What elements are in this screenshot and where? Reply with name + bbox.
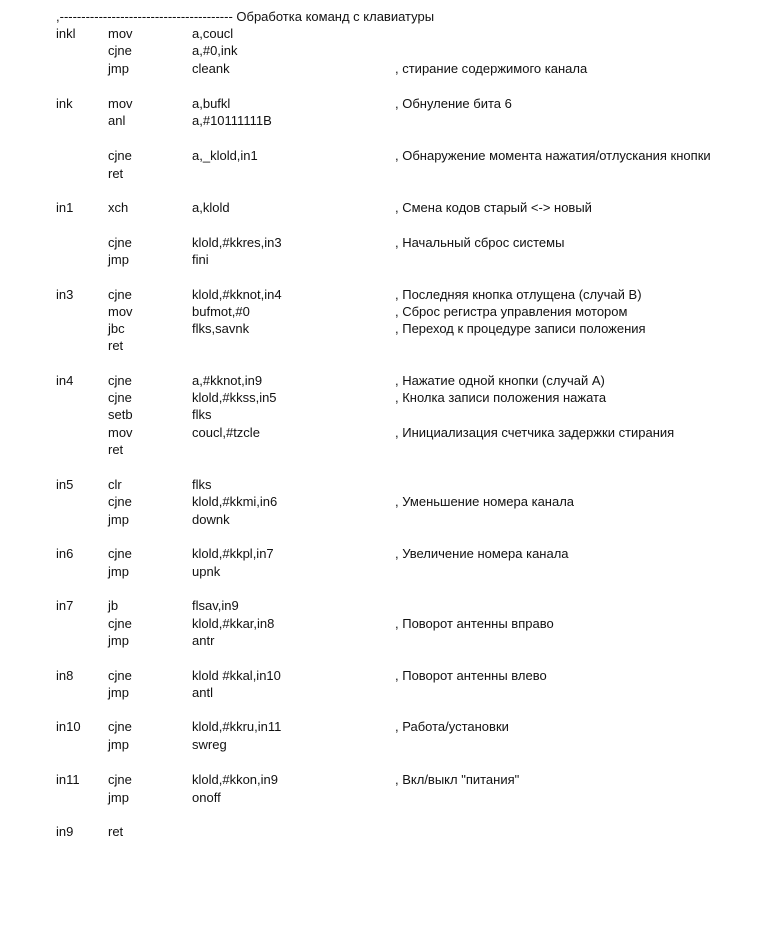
line-operands: klold,#kkpl,in7 xyxy=(192,546,274,561)
code-line xyxy=(0,406,774,423)
line-operands: klold,#kkru,in11 xyxy=(192,719,282,734)
line-label: ink xyxy=(56,96,73,111)
line-comment: , Начальный сброс системы xyxy=(395,235,565,250)
line-opcode: cjne xyxy=(108,546,132,561)
line-operands: klold,#kknot,in4 xyxy=(192,287,282,302)
line-opcode: cjne xyxy=(108,43,132,58)
line-comment: , Нажатие одной кнопки (случай А) xyxy=(395,373,605,388)
code-line xyxy=(0,95,774,112)
line-comment: , Обнуление бита 6 xyxy=(395,96,512,111)
line-operands: flks xyxy=(192,477,212,492)
line-opcode: jmp xyxy=(108,512,129,527)
code-line xyxy=(0,286,774,303)
code-line xyxy=(0,632,774,649)
line-operands: flks xyxy=(192,407,212,422)
line-operands: fini xyxy=(192,252,209,267)
line-label: in10 xyxy=(56,719,81,734)
line-operands: a,#0,ink xyxy=(192,43,238,58)
code-line xyxy=(0,476,774,493)
line-opcode: cjne xyxy=(108,616,132,631)
line-operands: a,#10111111B xyxy=(192,113,272,128)
code-line xyxy=(0,684,774,701)
line-operands: downk xyxy=(192,512,230,527)
line-label: inkl xyxy=(56,26,76,41)
code-line xyxy=(0,337,774,354)
line-opcode: mov xyxy=(108,304,133,319)
code-line xyxy=(0,147,774,164)
code-line xyxy=(0,823,774,840)
line-comment: , Сброс регистра управления мотором xyxy=(395,304,628,319)
line-label: in5 xyxy=(56,477,74,492)
code-line xyxy=(0,303,774,320)
line-label: in4 xyxy=(56,373,74,388)
line-operands: a,#kknot,in9 xyxy=(192,373,263,388)
line-opcode: jmp xyxy=(108,633,129,648)
line-operands: klold,#kkon,in9 xyxy=(192,772,278,787)
line-comment: , Обнаружение момента нажатия/отлускания кнопки xyxy=(395,148,711,163)
line-opcode: jmp xyxy=(108,252,129,267)
line-opcode: cjne xyxy=(108,390,132,405)
line-comment: , Переход к процедуре записи положения xyxy=(395,321,646,336)
code-line xyxy=(0,320,774,337)
line-opcode: ret xyxy=(108,166,124,181)
code-line xyxy=(0,372,774,389)
line-operands: flsav,in9 xyxy=(192,598,239,613)
line-comment: , Смена кодов старый <-> новый xyxy=(395,200,592,215)
code-line xyxy=(0,736,774,753)
line-opcode: jmp xyxy=(108,790,129,805)
line-opcode: ret xyxy=(108,824,124,839)
line-opcode: jbc xyxy=(108,321,125,336)
line-label: in3 xyxy=(56,287,74,302)
section-header: ,---------------------------------------- Обработка команд с клавиатуры xyxy=(56,9,435,24)
line-comment: , Работа/установки xyxy=(395,719,509,734)
line-operands: upnk xyxy=(192,564,221,579)
line-opcode: cjne xyxy=(108,373,132,388)
line-opcode: jmp xyxy=(108,737,129,752)
code-line xyxy=(0,60,774,77)
line-opcode: cjne xyxy=(108,772,132,787)
line-label: in1 xyxy=(56,200,74,215)
code-line xyxy=(0,234,774,251)
line-comment: , Инициализация счетчика задержки стирания xyxy=(395,425,675,440)
line-opcode: xch xyxy=(108,200,129,215)
code-line xyxy=(0,597,774,614)
code-line xyxy=(0,389,774,406)
line-operands: klold,#kkres,in3 xyxy=(192,235,282,250)
code-line xyxy=(0,615,774,632)
code-line xyxy=(0,718,774,735)
line-opcode: setb xyxy=(108,407,133,422)
code-line xyxy=(0,165,774,182)
line-label: in6 xyxy=(56,546,74,561)
line-comment: , Увеличение номера канала xyxy=(395,546,569,561)
line-operands: antr xyxy=(192,633,215,648)
line-opcode: cjne xyxy=(108,719,132,734)
line-operands: klold,#kkmi,in6 xyxy=(192,494,278,509)
line-operands: coucl,#tzcle xyxy=(192,425,260,440)
line-label: in8 xyxy=(56,668,74,683)
code-line xyxy=(0,771,774,788)
line-operands: antl xyxy=(192,685,213,700)
line-operands: klold #kkal,in10 xyxy=(192,668,281,683)
line-operands: klold,#kkar,in8 xyxy=(192,616,275,631)
line-opcode: jmp xyxy=(108,564,129,579)
code-line xyxy=(0,251,774,268)
line-opcode: mov xyxy=(108,425,133,440)
line-opcode: anl xyxy=(108,113,126,128)
line-operands: swreg xyxy=(192,737,227,752)
code-line xyxy=(0,563,774,580)
line-opcode: mov xyxy=(108,26,133,41)
code-line xyxy=(0,511,774,528)
code-line xyxy=(0,25,774,42)
line-comment: , Последняя кнопка отлущена (случай В) xyxy=(395,287,642,302)
line-opcode: cjne xyxy=(108,235,132,250)
line-operands: a,klold xyxy=(192,200,230,215)
line-comment: , Поворот антенны влево xyxy=(395,668,547,683)
line-operands: a,bufkl xyxy=(192,96,231,111)
line-opcode: cjne xyxy=(108,494,132,509)
code-line xyxy=(0,493,774,510)
code-line xyxy=(0,112,774,129)
line-opcode: cjne xyxy=(108,287,132,302)
line-comment: , Вкл/выкл "питания" xyxy=(395,772,520,787)
code-line xyxy=(0,545,774,562)
line-opcode: jmp xyxy=(108,61,129,76)
line-operands: klold,#kkss,in5 xyxy=(192,390,277,405)
line-opcode: clr xyxy=(108,477,122,492)
line-operands: flks,savnk xyxy=(192,321,250,336)
line-comment: , Кнолка записи положения нажата xyxy=(395,390,607,405)
line-label: in11 xyxy=(56,772,80,787)
line-opcode: jmp xyxy=(108,685,129,700)
code-line xyxy=(0,42,774,59)
line-label: in9 xyxy=(56,824,74,839)
line-opcode: jb xyxy=(108,598,119,613)
line-opcode: ret xyxy=(108,442,124,457)
line-opcode: ret xyxy=(108,338,124,353)
line-comment: , Поворот антенны вправо xyxy=(395,616,554,631)
line-operands: bufmot,#0 xyxy=(192,304,250,319)
line-label: in7 xyxy=(56,598,74,613)
code-line xyxy=(0,424,774,441)
code-line xyxy=(0,199,774,216)
line-comment: , стирание содержимого канала xyxy=(395,61,588,76)
line-opcode: cjne xyxy=(108,148,132,163)
line-operands: a,coucl xyxy=(192,26,234,41)
code-line xyxy=(0,789,774,806)
code-line xyxy=(0,441,774,458)
line-operands: a,_klold,in1 xyxy=(192,148,258,163)
line-opcode: cjne xyxy=(108,668,132,683)
code-line xyxy=(0,667,774,684)
line-opcode: mov xyxy=(108,96,133,111)
line-operands: cleank xyxy=(192,61,230,76)
line-operands: onoff xyxy=(192,790,221,805)
line-comment: , Уменьшение номера канала xyxy=(395,494,575,509)
